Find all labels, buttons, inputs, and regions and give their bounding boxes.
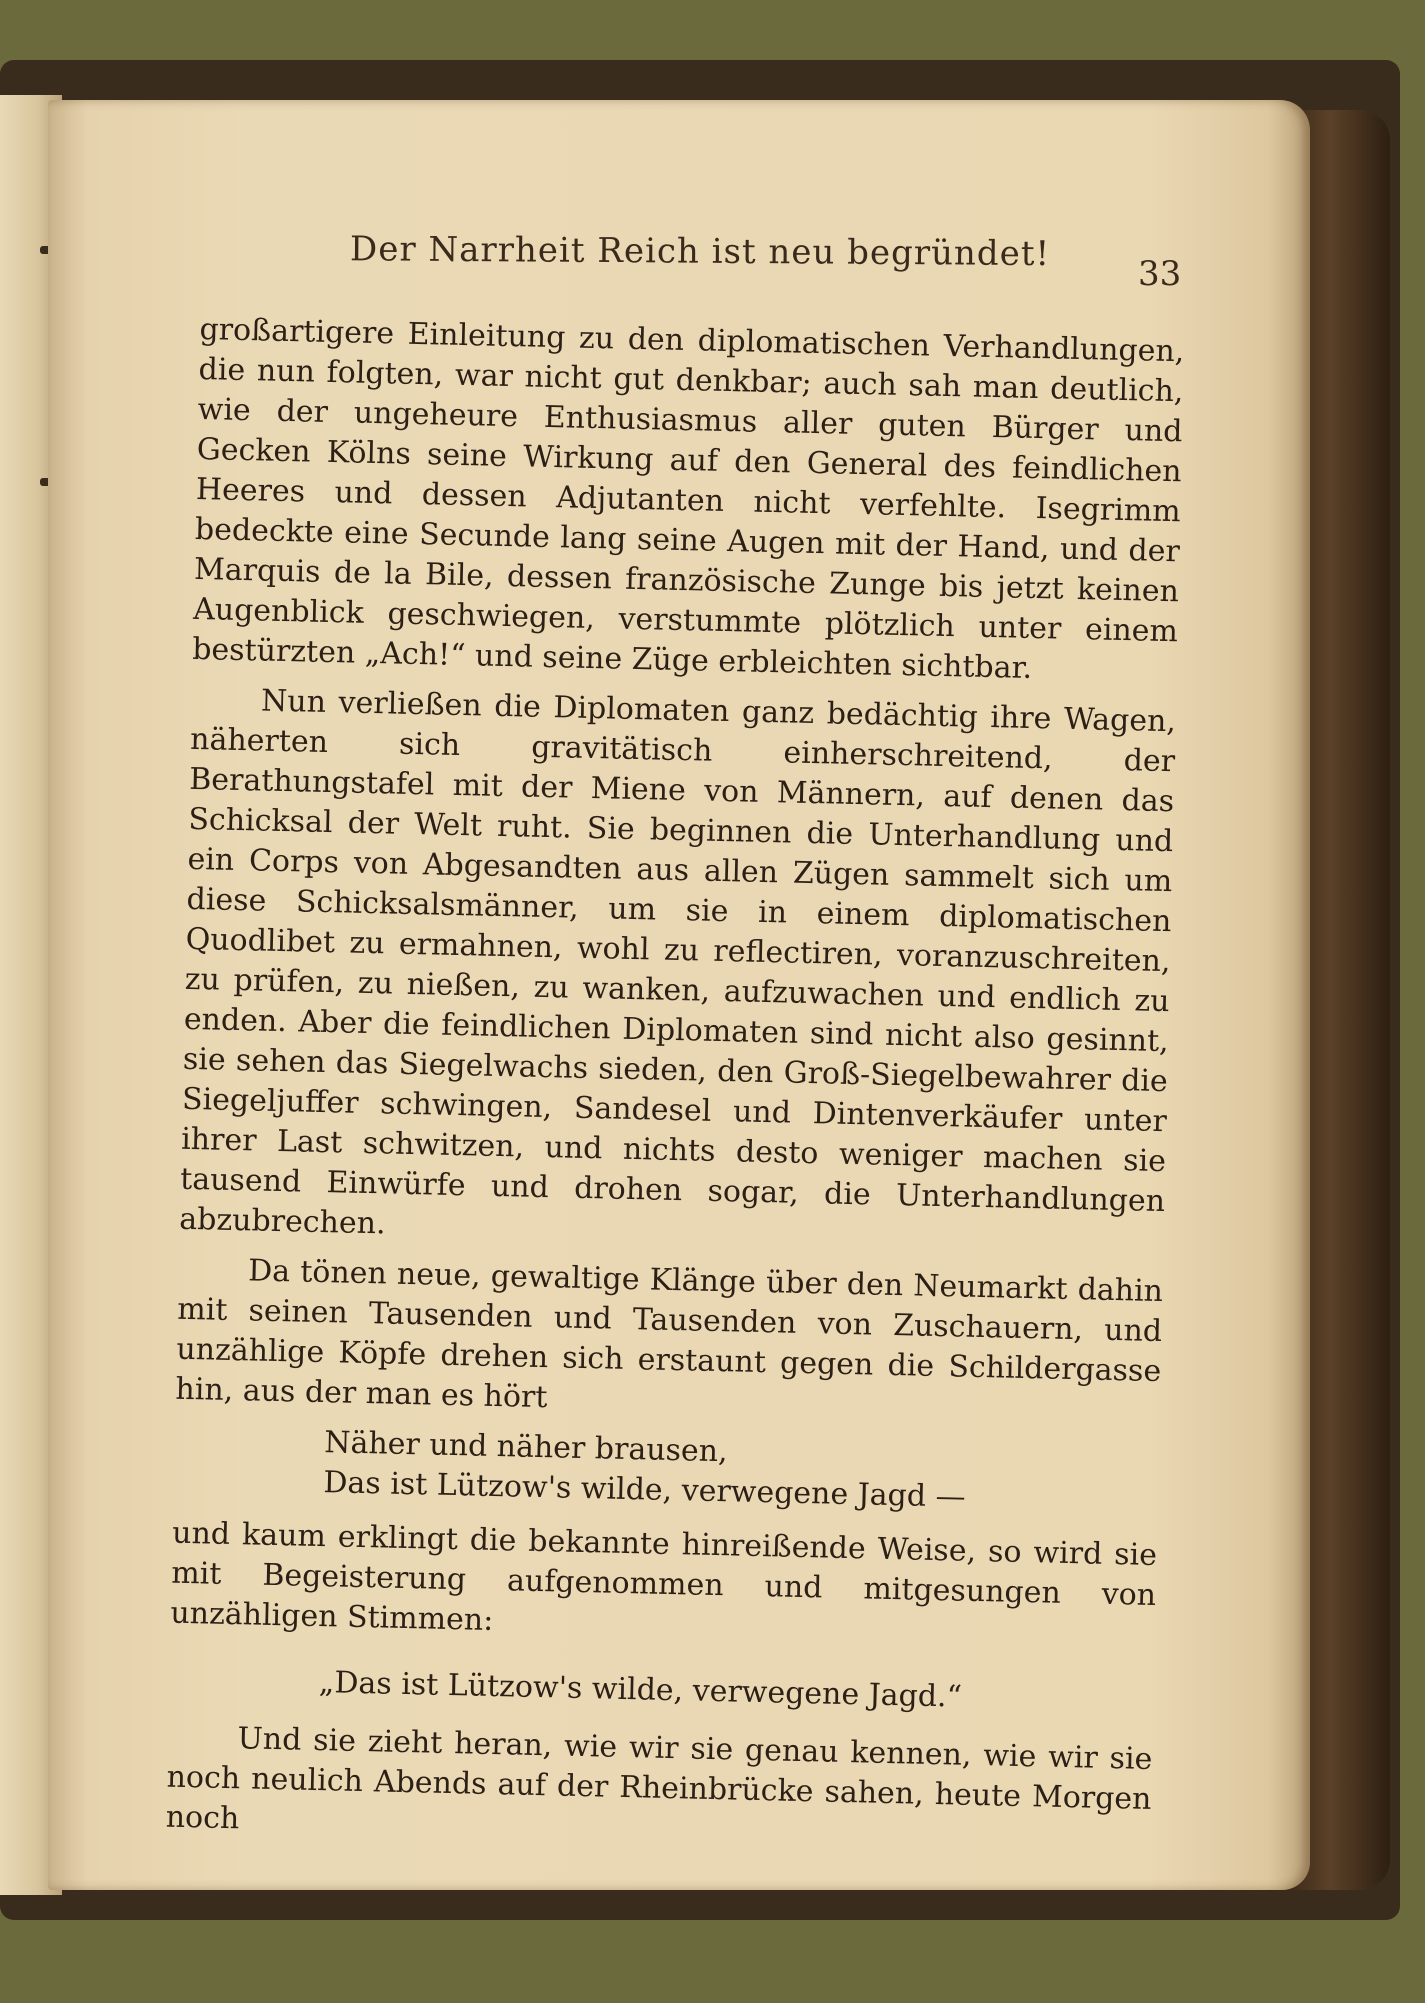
verse-block: [323, 1423, 1160, 1522]
paragraph: Nun verließen die Diplomaten ganz bedächtig ihre Wagen, näherten sich gravitätisch einherschreitend, der Berathungstafel mit der Miene von Männern, auf denen das Schicksal der Welt ruht. Sie beginnen die Unterhandlung und ein Corps von Abgesandten aus allen Zügen sammelt sich um diese Schicksalsmänner, um sie in einem diplomatischen Quodlibet zu ermahnen, wohl zu reflectiren, voranzuschreiten, zu prüfen, zu nießen, zu wanken, aufzuwachen und endlich zu enden. Aber die feindlichen Diplomaten sind nicht also gesinnt, sie sehen das Siegelwachs sieden, den Groß-Siegelbewahrer die Siegeljuffer schwingen, Sandesel und Dintenverkäufer unter ihrer Last schwitzen, und nichts desto weniger machen sie tausend Einwürfe und drohen sogar, die Unterhandlungen abzubrechen.: [178, 683, 1177, 1242]
page-number: 33: [1138, 254, 1182, 294]
quote-line: „Das ist Lützow's wilde, verwegene Jagd.“: [318, 1665, 963, 1715]
paragraph: und kaum erklingt die bekannte hinreißende Weise, so wird sie mit Begeisterung aufgenommen und mitgesungen von unzähligen Stimmen:: [170, 1515, 1158, 1638]
paragraph: großartigere Einleitung zu den diplomatischen Verhandlungen, die nun folgten, war nicht gut denkbar; auch sah man deutlich, wie der ungeheure Enthusiasmus aller guten Bürger und Gecken Kölns seine Wirkung auf den General des feindlichen Heeres und dessen Adjutanten nicht verfehlte. Isegrimm bedeckte eine Secunde lang seine Augen mit der Hand, und der Marquis de la Bile, dessen französische Zunge bis jetzt keinen Augenblick geschwiegen, verstummte plötzlich unter einem bestürzten „Ach!“ und seine Züge erbleichten sichtbar.: [191, 311, 1185, 686]
paragraph: Und sie zieht heran, wie wir sie genau kennen, wie wir sie noch neulich Abends auf der Rheinbrücke sahen, heute Morgen noch: [165, 1721, 1153, 1837]
paragraph: Da tönen neue, gewaltige Klänge über den Neumarkt dahin mit seinen Tausenden und Tausenden von Zuschauern, und unzählige Köpfe drehen sich erstaunt gegen die Schildergasse hin, aus der man es hört: [175, 1253, 1164, 1416]
running-head: Der Narrheit Reich ist neu begründet!: [349, 229, 1051, 275]
verse-line: Das ist Lützow's wilde, verwegene Jagd —: [323, 1465, 966, 1515]
verse-line: Näher und näher brausen,: [323, 1425, 729, 1470]
body-text: [165, 310, 1185, 1870]
